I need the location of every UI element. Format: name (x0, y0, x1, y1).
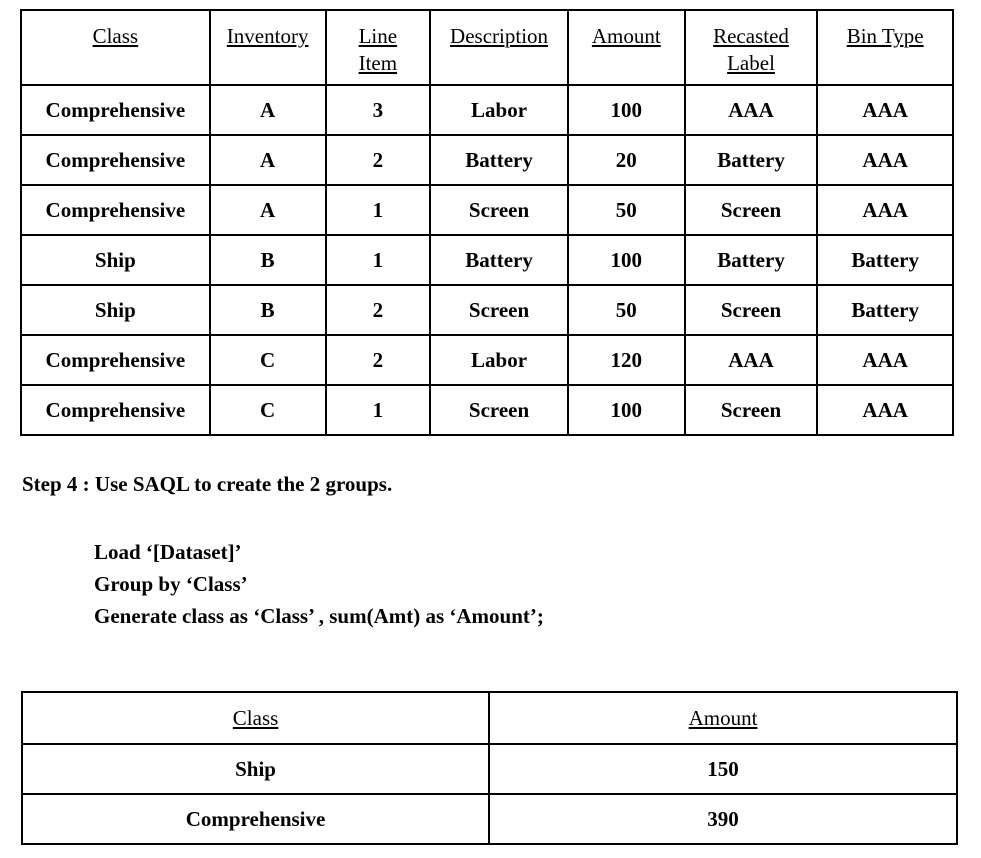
cell-class: Comprehensive (21, 85, 210, 135)
cell-class: Comprehensive (21, 185, 210, 235)
header-class: Class (21, 10, 210, 85)
cell-description: Labor (430, 85, 568, 135)
cell-bin-type: AAA (817, 85, 953, 135)
cell-amount: 100 (568, 85, 685, 135)
table-row (21, 135, 953, 185)
cell-line-item: 3 (326, 85, 431, 135)
table-row (21, 185, 953, 235)
cell-description: Screen (430, 185, 568, 235)
cell-recasted-label: Screen (685, 185, 818, 235)
cell-line-item: 1 (326, 235, 431, 285)
code-line: Load ‘[Dataset]’ (94, 540, 242, 564)
cell-recasted-label: Screen (685, 285, 818, 335)
cell-class: Comprehensive (21, 385, 210, 435)
cell-class: Comprehensive (21, 135, 210, 185)
inventory-table (20, 9, 954, 436)
header-description: Description (430, 10, 568, 85)
cell-bin-type: Battery (817, 285, 953, 335)
cell-class: Ship (21, 285, 210, 335)
table-header-row (21, 10, 953, 85)
code-line: Group by ‘Class’ (94, 572, 248, 596)
cell-description: Battery (430, 135, 568, 185)
cell-description: Labor (430, 335, 568, 385)
summary-header-row (22, 692, 957, 744)
cell-inventory: A (210, 85, 326, 135)
cell-recasted-label: AAA (685, 85, 818, 135)
summary-header-amount: Amount (489, 692, 957, 744)
summary-cell-amount: 150 (489, 744, 957, 794)
header-amount: Amount (568, 10, 685, 85)
cell-inventory: B (210, 285, 326, 335)
header-recasted-label (685, 10, 818, 85)
table-row (21, 335, 953, 385)
cell-recasted-label: Screen (685, 385, 818, 435)
cell-description: Battery (430, 235, 568, 285)
cell-inventory: B (210, 235, 326, 285)
cell-description: Screen (430, 385, 568, 435)
step-heading: Step 4 : Use SAQL to create the 2 groups. (22, 472, 393, 496)
summary-header-class: Class (22, 692, 489, 744)
table-row (21, 385, 953, 435)
summary-row (22, 744, 957, 794)
table-row (21, 235, 953, 285)
cell-class: Ship (21, 235, 210, 285)
cell-amount: 120 (568, 335, 685, 385)
header-line-item-line2: Item (358, 51, 398, 75)
cell-amount: 20 (568, 135, 685, 185)
grouped-summary-table (21, 691, 958, 845)
summary-cell-class: Comprehensive (22, 794, 489, 844)
table-row (21, 285, 953, 335)
cell-bin-type: AAA (817, 185, 953, 235)
cell-amount: 50 (568, 185, 685, 235)
cell-recasted-label: Battery (685, 235, 818, 285)
header-recasted-label-line1: Recasted (713, 24, 789, 48)
cell-class: Comprehensive (21, 335, 210, 385)
cell-recasted-label: AAA (685, 335, 818, 385)
saql-code-block (94, 536, 544, 632)
cell-description: Screen (430, 285, 568, 335)
summary-cell-amount: 390 (489, 794, 957, 844)
cell-recasted-label: Battery (685, 135, 818, 185)
cell-amount: 100 (568, 385, 685, 435)
header-line-item-line1: Line (358, 24, 398, 48)
summary-cell-class: Ship (22, 744, 489, 794)
table-row (21, 85, 953, 135)
header-bin-type: Bin Type (817, 10, 953, 85)
header-line-item (326, 10, 431, 85)
header-recasted-label-line2: Label (727, 51, 775, 75)
cell-inventory: C (210, 335, 326, 385)
cell-bin-type: AAA (817, 385, 953, 435)
cell-line-item: 2 (326, 335, 431, 385)
header-inventory: Inventory (210, 10, 326, 85)
cell-line-item: 2 (326, 135, 431, 185)
cell-line-item: 1 (326, 185, 431, 235)
cell-line-item: 2 (326, 285, 431, 335)
cell-bin-type: AAA (817, 135, 953, 185)
cell-bin-type: AAA (817, 335, 953, 385)
cell-inventory: A (210, 185, 326, 235)
cell-inventory: A (210, 135, 326, 185)
summary-row (22, 794, 957, 844)
cell-line-item: 1 (326, 385, 431, 435)
cell-bin-type: Battery (817, 235, 953, 285)
cell-inventory: C (210, 385, 326, 435)
code-line: Generate class as ‘Class’ , sum(Amt) as ‘Amount’; (94, 604, 544, 628)
cell-amount: 100 (568, 235, 685, 285)
cell-amount: 50 (568, 285, 685, 335)
